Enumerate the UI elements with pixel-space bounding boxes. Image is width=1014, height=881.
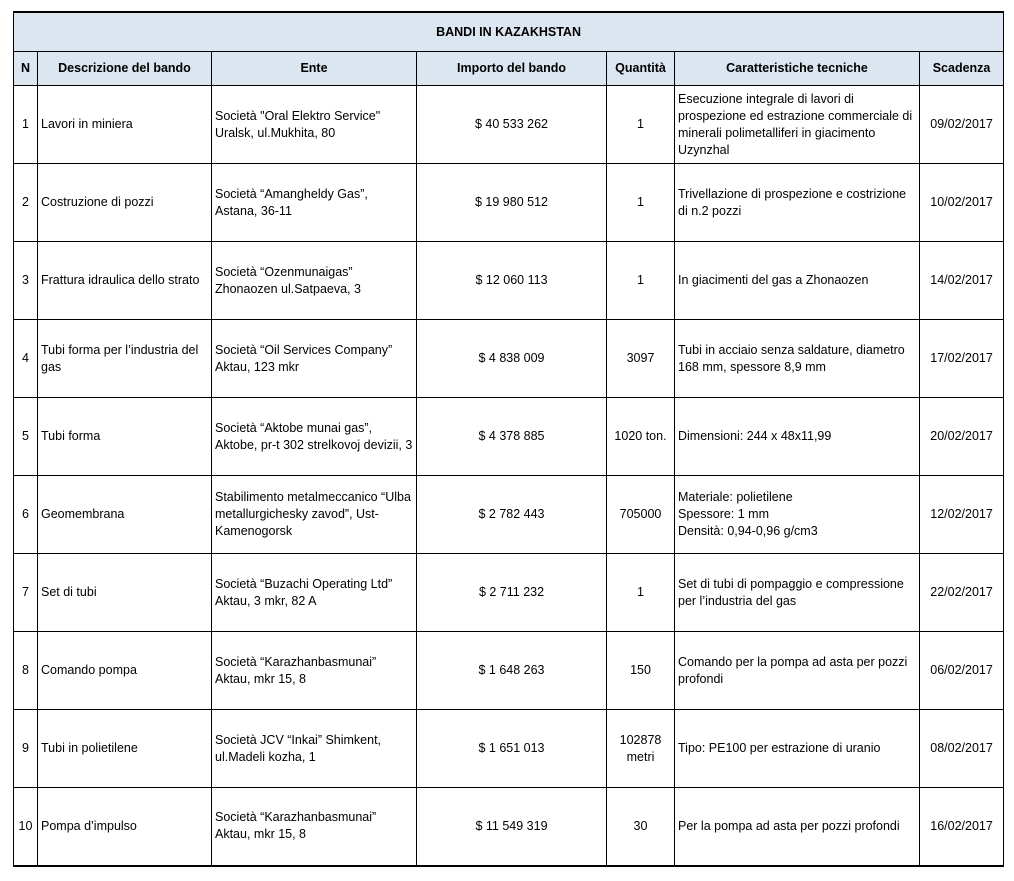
cell-caratteristiche: In giacimenti del gas a Zhonaozen [675,242,920,320]
cell-scadenza: 12/02/2017 [920,476,1004,554]
table-row [14,476,1004,554]
cell-quantita: 1 [607,554,675,632]
cell-quantita: 1 [607,242,675,320]
cell-descrizione: Lavori in miniera [38,86,212,164]
cell-ente: Società “Oil Services Company” Aktau, 123 mkr [212,320,417,398]
cell-descrizione: Tubi forma [38,398,212,476]
cell-quantita: 3097 [607,320,675,398]
tenders-table [13,11,1004,867]
cell-number: 8 [14,632,38,710]
cell-caratteristiche: Per la pompa ad asta per pozzi profondi [675,788,920,866]
column-header-n: N [14,52,38,86]
cell-ente: Società JCV “Inkai” Shimkent, ul.Madeli kozha, 1 [212,710,417,788]
table-row [14,398,1004,476]
cell-caratteristiche: Trivellazione di prospezione e costrizione di n.2 pozzi [675,164,920,242]
cell-number: 9 [14,710,38,788]
cell-number: 1 [14,86,38,164]
cell-caratteristiche: Dimensioni: 244 x 48x11,99 [675,398,920,476]
cell-importo: $ 2 711 232 [417,554,607,632]
cell-number: 4 [14,320,38,398]
cell-ente: Stabilimento metalmeccanico “Ulba metallurgichesky zavod”, Ust-Kamenogorsk [212,476,417,554]
cell-ente: Società “Karazhanbasmunai” Aktau, mkr 15, 8 [212,632,417,710]
table-row [14,242,1004,320]
cell-number: 10 [14,788,38,866]
cell-descrizione: Geomembrana [38,476,212,554]
table-row [14,164,1004,242]
cell-scadenza: 06/02/2017 [920,632,1004,710]
table-row [14,320,1004,398]
cell-quantita: 1 [607,86,675,164]
column-header-descrizione: Descrizione del bando [38,52,212,86]
cell-scadenza: 17/02/2017 [920,320,1004,398]
table-row [14,788,1004,866]
cell-caratteristiche: Tipo: PE100 per estrazione di uranio [675,710,920,788]
cell-quantita: 1 [607,164,675,242]
cell-quantita: 30 [607,788,675,866]
cell-ente: Società “Amangheldy Gas”, Astana, 36-11 [212,164,417,242]
cell-number: 3 [14,242,38,320]
cell-scadenza: 20/02/2017 [920,398,1004,476]
cell-scadenza: 14/02/2017 [920,242,1004,320]
cell-scadenza: 10/02/2017 [920,164,1004,242]
column-header-caratteristiche: Caratteristiche tecniche [675,52,920,86]
cell-importo: $ 11 549 319 [417,788,607,866]
cell-descrizione: Comando pompa [38,632,212,710]
cell-scadenza: 09/02/2017 [920,86,1004,164]
table-body [14,86,1004,866]
cell-importo: $ 1 651 013 [417,710,607,788]
cell-number: 7 [14,554,38,632]
cell-ente: Società “Aktobe munai gas”, Aktobe, pr-t 302 strelkovoj devizii, 3 [212,398,417,476]
cell-descrizione: Frattura idraulica dello strato [38,242,212,320]
cell-number: 6 [14,476,38,554]
cell-number: 2 [14,164,38,242]
table-title: BANDI IN KAZAKHSTAN [14,12,1004,52]
cell-ente: Società “Ozenmunaigas” Zhonaozen ul.Satpaeva, 3 [212,242,417,320]
cell-quantita: 1020 ton. [607,398,675,476]
table-row [14,554,1004,632]
cell-descrizione: Pompa d’impulso [38,788,212,866]
cell-importo: $ 4 838 009 [417,320,607,398]
cell-importo: $ 2 782 443 [417,476,607,554]
table-row [14,632,1004,710]
cell-caratteristiche: Tubi in acciaio senza saldature, diametro 168 mm, spessore 8,9 mm [675,320,920,398]
cell-importo: $ 40 533 262 [417,86,607,164]
cell-scadenza: 16/02/2017 [920,788,1004,866]
column-header-quantita: Quantità [607,52,675,86]
cell-number: 5 [14,398,38,476]
cell-descrizione: Costruzione di pozzi [38,164,212,242]
cell-quantita: 150 [607,632,675,710]
table-row [14,86,1004,164]
cell-descrizione: Set di tubi [38,554,212,632]
column-header-importo: Importo del bando [417,52,607,86]
cell-caratteristiche: Comando per la pompa ad asta per pozzi profondi [675,632,920,710]
cell-caratteristiche: Esecuzione integrale di lavori di prospezione ed estrazione commerciale di minerali polimetalliferi in giacimento Uzynzhal [675,86,920,164]
cell-ente: Società “Karazhanbasmunai” Aktau, mkr 15, 8 [212,788,417,866]
cell-caratteristiche: Set di tubi di pompaggio e compressione per l’industria del gas [675,554,920,632]
cell-descrizione: Tubi forma per l’industria del gas [38,320,212,398]
cell-ente: Società "Oral Elektro Service" Uralsk, ul.Mukhita, 80 [212,86,417,164]
cell-descrizione: Tubi in polietilene [38,710,212,788]
cell-scadenza: 22/02/2017 [920,554,1004,632]
cell-caratteristiche: Materiale: polietilene Spessore: 1 mm Densità: 0,94-0,96 g/cm3 [675,476,920,554]
cell-quantita: 705000 [607,476,675,554]
cell-scadenza: 08/02/2017 [920,710,1004,788]
cell-importo: $ 4 378 885 [417,398,607,476]
cell-quantita: 102878 metri [607,710,675,788]
cell-ente: Società “Buzachi Operating Ltd” Aktau, 3 mkr, 82 A [212,554,417,632]
column-header-scadenza: Scadenza [920,52,1004,86]
column-header-ente: Ente [212,52,417,86]
cell-importo: $ 12 060 113 [417,242,607,320]
cell-importo: $ 1 648 263 [417,632,607,710]
table-row [14,710,1004,788]
cell-importo: $ 19 980 512 [417,164,607,242]
